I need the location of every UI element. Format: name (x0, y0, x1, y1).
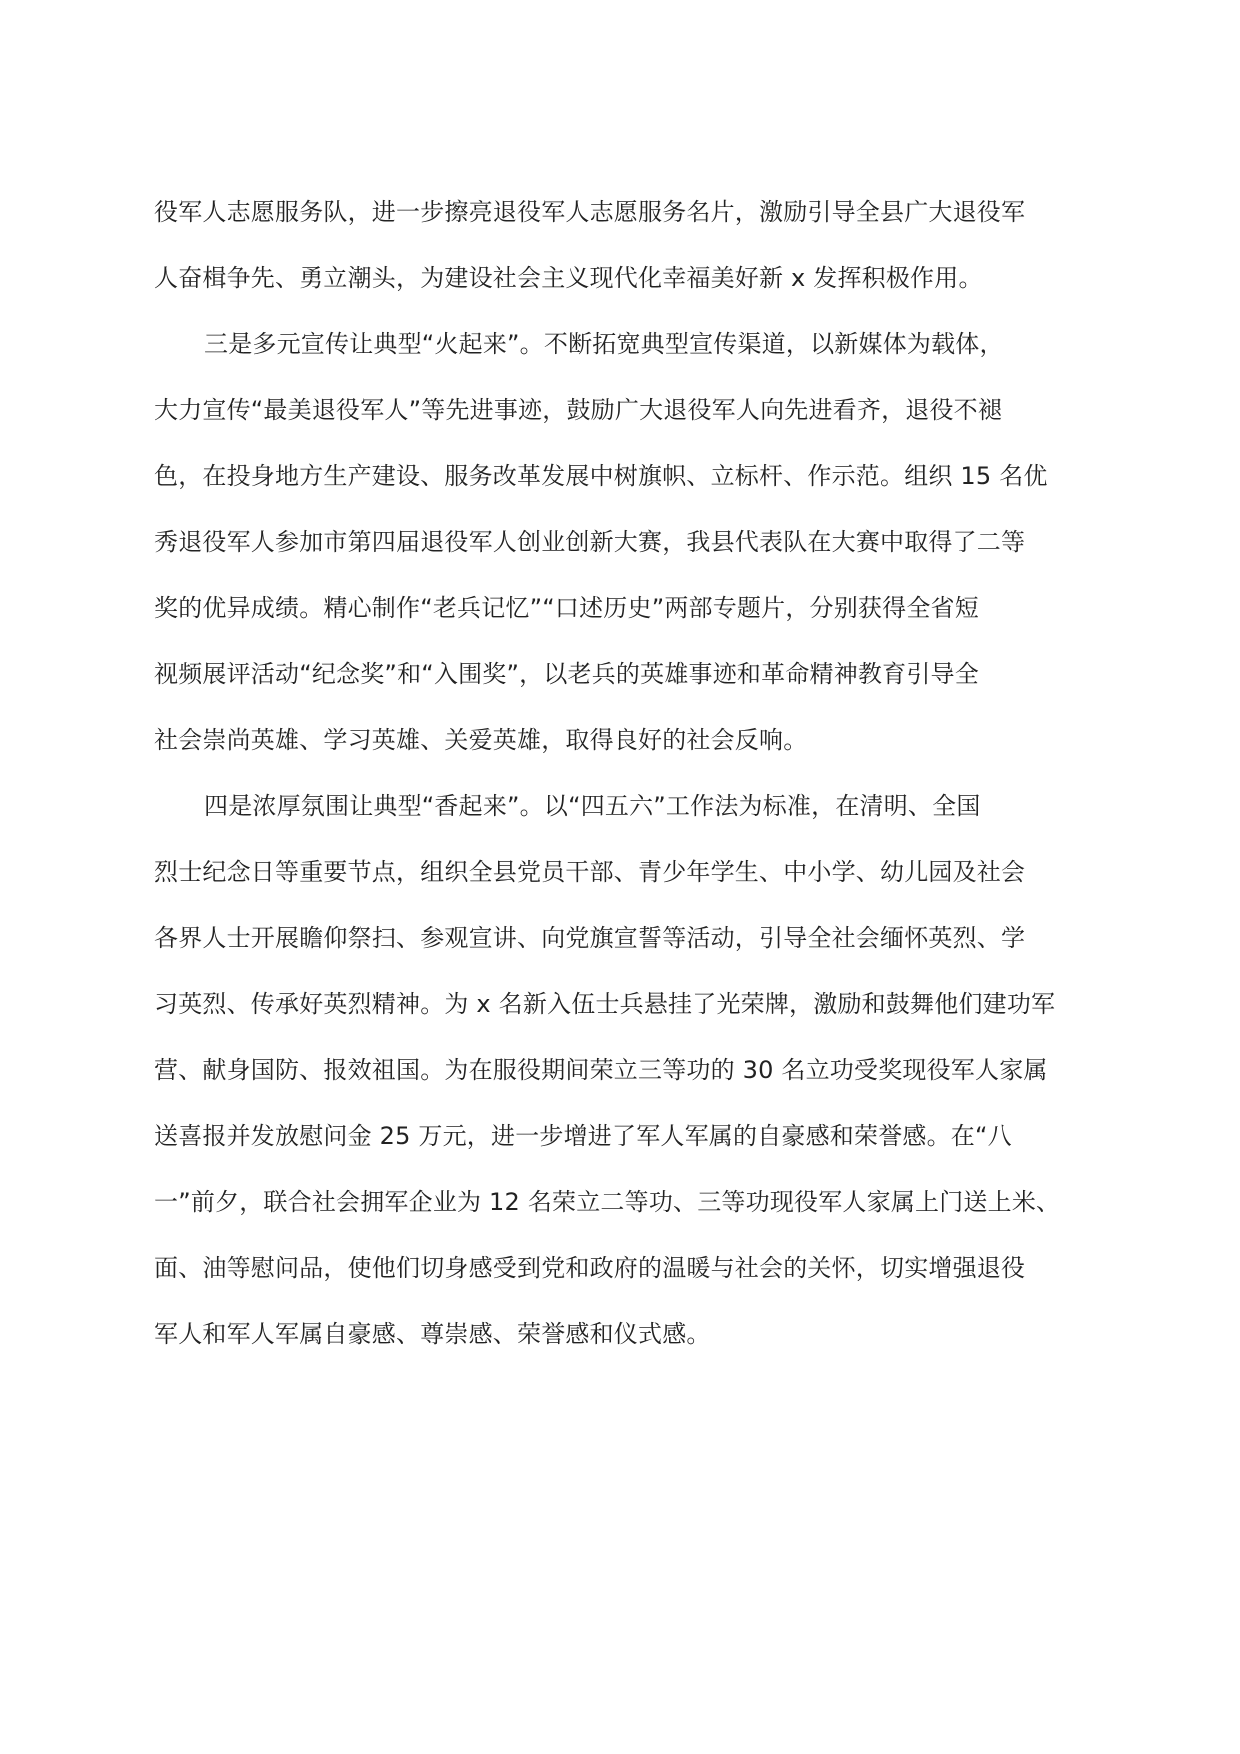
text-line: 大力宣传“最美退役军人”等先进事迹，鼓励广大退役军人向先进看齐，退役不褪 (154, 396, 1003, 424)
text-line: 视频展评活动“纪念奖”和“入围奖”，以老兵的英雄事迹和革命精神教育引导全 (154, 660, 979, 688)
text-line: 送喜报并发放慰问金 25 万元，进一步增进了军人军属的自豪感和荣誉感。在“八 (154, 1122, 1012, 1150)
text-line: 役军人志愿服务队，进一步擦亮退役军人志愿服务名片，激励引导全县广大退役军 (154, 198, 1026, 226)
text-line: 一”前夕，联合社会拥军企业为 12 名荣立二等功、三等功现役军人家属上门送上米、 (154, 1188, 1061, 1216)
text-line: 色，在投身地方生产建设、服务改革发展中树旗帜、立标杆、作示范。组织 15 名优 (154, 462, 1048, 490)
text-line: 社会崇尚英雄、学习英雄、关爱英雄，取得良好的社会反响。 (154, 726, 808, 754)
text-line: 烈士纪念日等重要节点，组织全县党员干部、青少年学生、中小学、幼儿园及社会 (154, 858, 1026, 886)
text-line: 秀退役军人参加市第四届退役军人创业创新大赛，我县代表队在大赛中取得了二等 (154, 528, 1026, 556)
text-line: 习英烈、传承好英烈精神。为 x 名新入伍士兵悬挂了光荣牌，激励和鼓舞他们建功军 (154, 990, 1056, 1018)
text-line: 军人和军人军属自豪感、尊崇感、荣誉感和仪式感。 (154, 1320, 711, 1348)
text-line: 面、油等慰问品，使他们切身感受到党和政府的温暖与社会的关怀，切实增强退役 (154, 1254, 1026, 1282)
paragraph-start-line: 四是浓厚氛围让典型“香起来”。以“四五六”工作法为标准，在清明、全国 (204, 792, 981, 820)
text-line: 营、献身国防、报效祖国。为在服役期间荣立三等功的 30 名立功受奖现役军人家属 (154, 1056, 1048, 1084)
text-line: 奖的优异成绩。精心制作“老兵记忆”“口述历史”两部专题片，分别获得全省短 (154, 594, 979, 622)
document-body (154, 192, 1086, 1380)
text-line: 各界人士开展瞻仰祭扫、参观宣讲、向党旗宣誓等活动，引导全社会缅怀英烈、学 (154, 924, 1026, 952)
paragraph-start-line: 三是多元宣传让典型“火起来”。不断拓宽典型宣传渠道，以新媒体为载体， (204, 330, 1004, 358)
text-line: 人奋楫争先、勇立潮头，为建设社会主义现代化幸福美好新 x 发挥积极作用。 (154, 264, 983, 292)
